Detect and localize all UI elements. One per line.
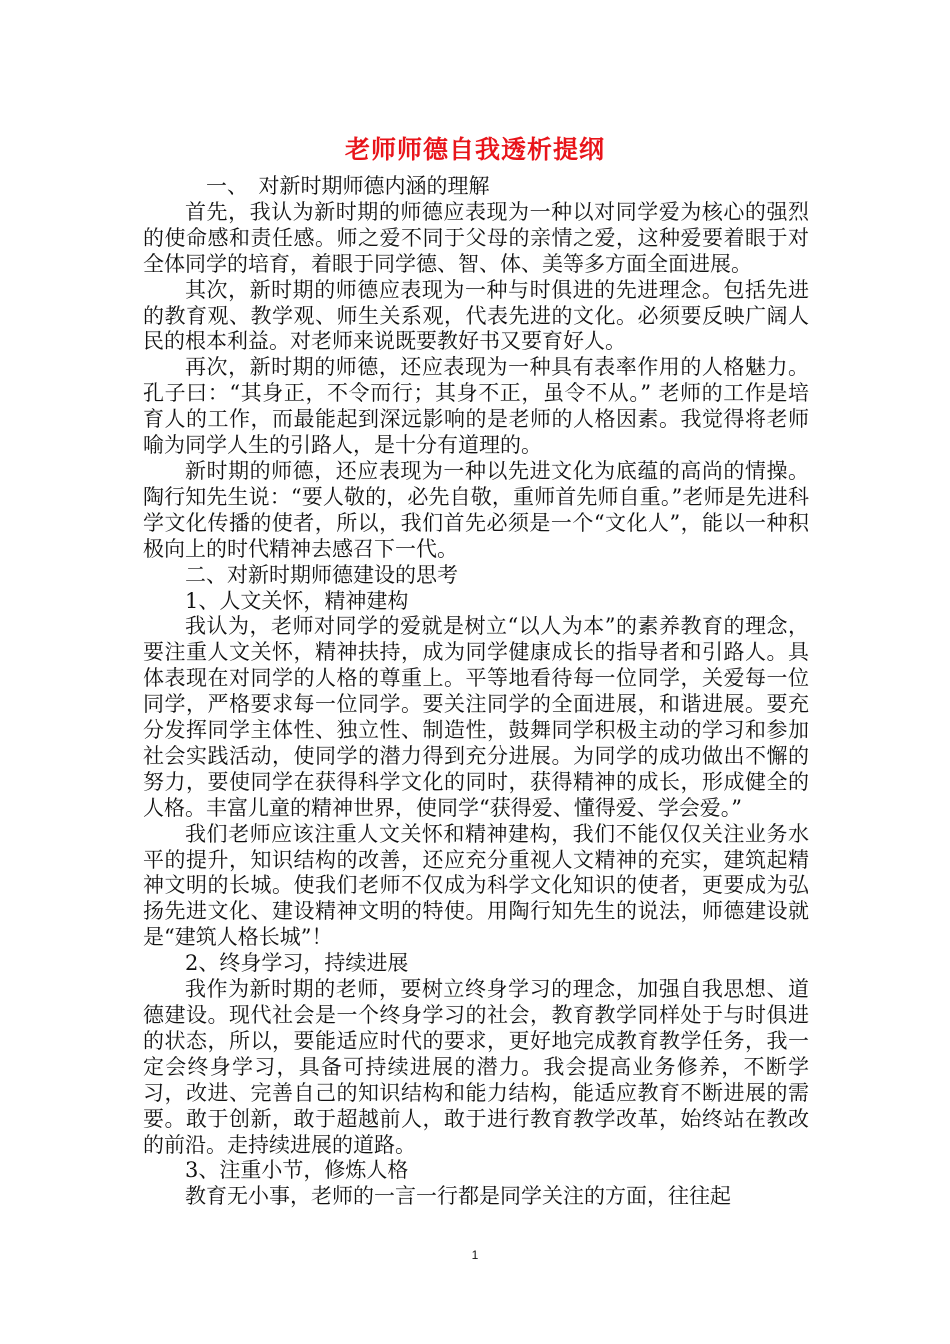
paragraph: 其次，新时期的师德应表现为一种与时俱进的先进理念。包括先进的教育观、教学观、师生关系观，代表先进的文化。必须要反映广阔人民的根本利益。对老师来说既要教好书又要育好人。 <box>143 277 809 354</box>
subheading: 3、注重小节，修炼人格 <box>185 1158 409 1183</box>
paragraph: 我认为，老师对同学的爱就是树立“以人为本”的素养教育的理念，要注重人文关怀，精神扶持，成为同学健康成长的指导者和引路人。具体表现在对同学的人格的尊重上。平等地看待每一位同学，关爱每一位同学，严格要求每一位同学。要关注同学的全面进展，和谐进展。要充分发挥同学主体性、独立性、制造性，鼓舞同学积极主动的学习和参加社会实践活动，使同学的潜力得到充分进展。为同学的成功做出不懈的努力，要使同学在获得科学文化的同时，获得精神的成长，形成健全的人格。丰富儿童的精神世界，使同学“获得爱、懂得爱、学会爱。” <box>143 614 809 820</box>
paragraph: 新时期的师德，还应表现为一种以先进文化为底蕴的高尚的情操。陶行知先生说：“要人敬的，必先自敬，重师首先师自重。”老师是先进科学文化传播的使者，所以，我们首先必须是一个“文化人”，能以一种积极向上的时代精神去感召下一代。 <box>143 458 809 561</box>
section-heading-2: 二、对新时期师德建设的思考 <box>185 562 458 587</box>
document-body <box>143 174 809 1210</box>
paragraph: 教育无小事，老师的一言一行都是同学关注的方面，往往起 <box>185 1184 731 1209</box>
page-number: 1 <box>471 1248 479 1262</box>
subheading: 2、终身学习，持续进展 <box>185 951 409 976</box>
paragraph: 我作为新时期的老师，要树立终身学习的理念，加强自我思想、道德建设。现代社会是一个终身学习的社会，教育教学同样处于与时俱进的状态，所以，要能适应时代的要求，更好地完成教育教学任务，我一定会终身学习，具备可持续进展的潜力。我会提高业务修养，不断学习，改进、完善自己的知识结构和能力结构，能适应教育不断进展的需要。敢于创新，敢于超越前人，敢于进行教育教学改革，始终站在教改的前沿。走持续进展的道路。 <box>143 977 809 1157</box>
document-title: 老师师德自我透析提纲 <box>344 135 605 164</box>
paragraph: 我们老师应该注重人文关怀和精神建构，我们不能仅仅关注业务水平的提升，知识结构的改善，还应充分重视人文精神的充实，建筑起精神文明的长城。使我们老师不仅成为科学文化知识的使者，更要成为弘扬先进文化、建设精神文明的特使。用陶行知先生的说法，师德建设就是“建筑人格长城”！ <box>143 821 809 950</box>
section-heading-1: 一、 对新时期师德内涵的理解 <box>206 174 490 198</box>
subheading: 1、人文关怀，精神建构 <box>185 588 409 613</box>
paragraph: 首先，我认为新时期的师德应表现为一种以对同学爱为核心的强烈的使命感和责任感。师之爱不同于父母的亲情之爱，这种爱要着眼于对全体同学的培育，着眼于同学德、智、体、美等多方面全面进展。 <box>143 199 809 276</box>
paragraph: 再次，新时期的师德，还应表现为一种具有表率作用的人格魅力。孔子曰：“其身正，不令而行；其身不正，虽令不从。” 老师的工作是培育人的工作，而最能起到深远影响的是老师的人格因素。我觉得将老师喻为同学人生的引路人，是十分有道理的。 <box>143 355 809 458</box>
